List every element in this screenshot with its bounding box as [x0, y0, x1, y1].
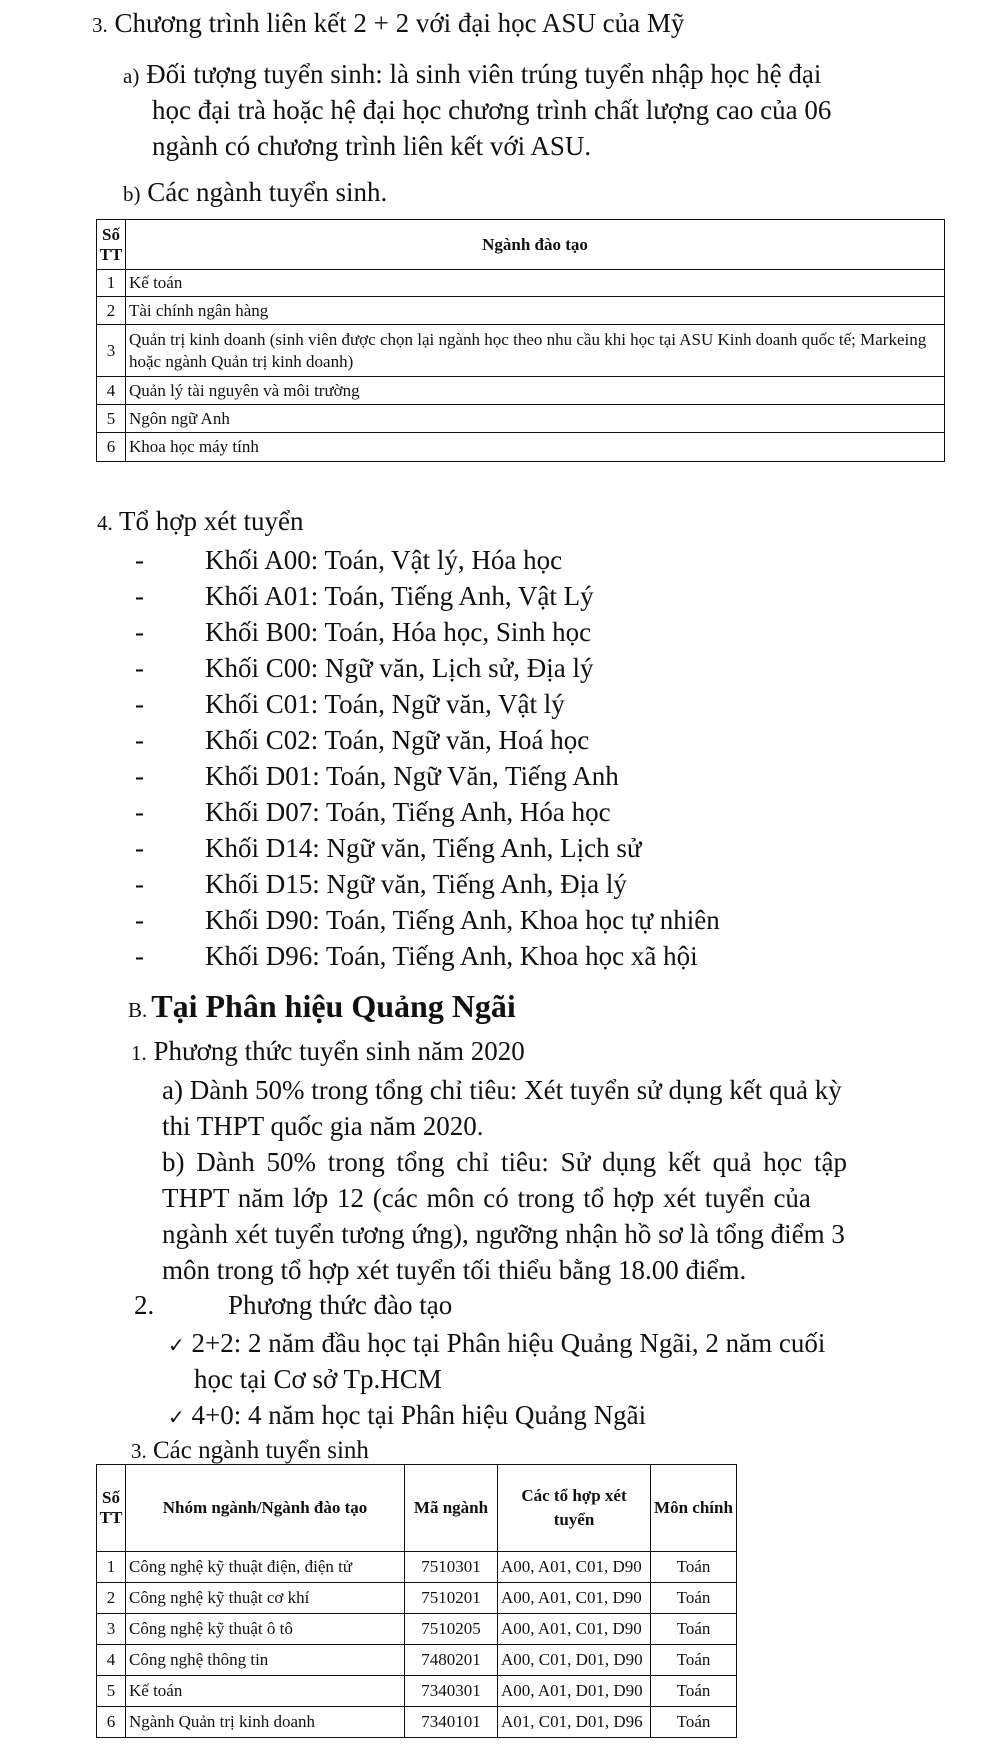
part1-b-line4: môn trong tổ hợp xét tuyển tối thiểu bằng 18.00 điểm.: [162, 1255, 747, 1285]
row-code: 7510301: [405, 1552, 498, 1583]
row-major: Tài chính ngân hàng: [126, 297, 945, 325]
header-main-subject: Môn chính: [651, 1465, 737, 1552]
section-3a-line1: [123, 56, 821, 94]
dash-bullet: -: [135, 689, 144, 719]
section-3-title: Chương trình liên kết 2 + 2 với đại học ASU của Mỹ: [114, 8, 685, 38]
row-major: Ngành Quản trị kinh doanh: [126, 1707, 405, 1738]
row-major: Quản trị kinh doanh (sinh viên được chọn lại ngành học theo nhu cầu khi học tại ASU Kinh doanh quốc tế; Markeing hoặc ngành Quản trị kinh doanh): [126, 325, 945, 377]
part2-item2: [168, 1397, 646, 1436]
part2-item1-text: 2+2: 2 năm đầu học tại Phân hiệu Quảng Ngãi, 2 năm cuối: [191, 1328, 826, 1358]
row-major: Công nghệ kỹ thuật điện, điện tử: [126, 1552, 405, 1583]
combination-text: Khối C01: Toán, Ngữ văn, Vật lý: [205, 689, 565, 719]
part3-heading: [131, 1437, 369, 1465]
header-stt: Số TT: [97, 220, 126, 270]
combination-text: Khối B00: Toán, Hóa học, Sinh học: [205, 617, 592, 647]
row-major: Quản lý tài nguyên và môi trường: [126, 377, 945, 405]
row-combos: A01, C01, D01, D96: [498, 1707, 651, 1738]
dash-bullet: -: [135, 545, 144, 575]
dash-bullet: -: [135, 581, 144, 611]
section-b-label: B.: [128, 998, 148, 1022]
table-row: [97, 1676, 737, 1707]
section-3-heading: [92, 8, 684, 39]
table-row: [97, 1583, 737, 1614]
row-main-subject: Toán: [651, 1614, 737, 1645]
row-main-subject: Toán: [651, 1707, 737, 1738]
table-row: [97, 270, 945, 297]
table-header-row: [97, 220, 945, 270]
section-3-number: 3.: [92, 13, 108, 37]
table-row: [97, 1614, 737, 1645]
header-stt: Số TT: [97, 1465, 126, 1552]
row-major: Kế toán: [126, 1676, 405, 1707]
row-major: Khoa học máy tính: [126, 433, 945, 462]
part3-title: Các ngành tuyển sinh: [153, 1437, 369, 1464]
header-major: Ngành đào tạo: [126, 220, 945, 270]
part1-a-line2: thi THPT quốc gia năm 2020.: [162, 1111, 484, 1141]
part1-b-line1: b) Dành 50% trong tổng chỉ tiêu: Sử dụng kết quả học tập: [162, 1147, 848, 1177]
table-row: [97, 377, 945, 405]
row-code: 7340301: [405, 1676, 498, 1707]
part2-item1-line2: học tại Cơ sở Tp.HCM: [194, 1364, 442, 1394]
section-3b-line: [123, 174, 387, 212]
combination-text: Khối A00: Toán, Vật lý, Hóa học: [205, 545, 563, 575]
part1-title: Phương thức tuyển sinh năm 2020: [153, 1036, 525, 1066]
dash-bullet: -: [135, 725, 144, 755]
part1-b-line3: ngành xét tuyển tương ứng), ngưỡng nhận hồ sơ là tổng điểm 3: [162, 1219, 845, 1249]
combination-text: Khối D15: Ngữ văn, Tiếng Anh, Địa lý: [205, 869, 627, 899]
row-major: Công nghệ thông tin: [126, 1645, 405, 1676]
table-row: [97, 297, 945, 325]
section-b-heading: [128, 988, 516, 1025]
part2-title: Phương thức đào tạo: [228, 1290, 453, 1320]
qn-majors-table: [96, 1464, 737, 1738]
row-main-subject: Toán: [651, 1645, 737, 1676]
combination-text: Khối D07: Toán, Tiếng Anh, Hóa học: [205, 797, 611, 827]
row-code: 7510205: [405, 1614, 498, 1645]
row-number: 6: [97, 433, 126, 462]
section-3b-label: b): [123, 182, 141, 206]
dash-bullet: -: [135, 797, 144, 827]
header-major: Nhóm ngành/Ngành đào tạo: [126, 1465, 405, 1552]
row-main-subject: Toán: [651, 1583, 737, 1614]
section-4-title: Tổ hợp xét tuyển: [119, 506, 304, 536]
table-row: [97, 325, 945, 377]
checkmark-icon: ✓: [168, 1335, 185, 1357]
table-row: [97, 433, 945, 462]
row-number: 6: [97, 1707, 126, 1738]
part3-number: 3.: [131, 1439, 147, 1463]
header-code: Mã ngành: [405, 1465, 498, 1552]
part1-number: 1.: [131, 1041, 147, 1065]
row-major: Kế toán: [126, 270, 945, 297]
section-3a-text-2: học đại trà hoặc hệ đại học chương trình chất lượng cao của 06: [152, 95, 832, 125]
table-row: [97, 1645, 737, 1676]
dash-bullet: -: [135, 905, 144, 935]
row-major: Ngôn ngữ Anh: [126, 405, 945, 433]
row-number: 3: [97, 325, 126, 377]
table-row: [97, 1552, 737, 1583]
part2-number: 2.: [134, 1290, 155, 1320]
row-major: Công nghệ kỹ thuật cơ khí: [126, 1583, 405, 1614]
combination-text: Khối D14: Ngữ văn, Tiếng Anh, Lịch sử: [205, 833, 642, 863]
table-row: [97, 405, 945, 433]
part1-b-line2: THPT năm lớp 12 (các môn có trong tổ hợp xét tuyển của: [162, 1183, 811, 1213]
combination-text: Khối D01: Toán, Ngữ Văn, Tiếng Anh: [205, 761, 619, 791]
row-combos: A00, A01, C01, D90: [498, 1583, 651, 1614]
row-main-subject: Toán: [651, 1552, 737, 1583]
row-number: 5: [97, 1676, 126, 1707]
dash-bullet: -: [135, 833, 144, 863]
part2-item2-text: 4+0: 4 năm học tại Phân hiệu Quảng Ngãi: [191, 1400, 647, 1430]
row-number: 2: [97, 1583, 126, 1614]
section-4-number: 4.: [97, 511, 113, 535]
row-main-subject: Toán: [651, 1676, 737, 1707]
part1-a-line1: a) Dành 50% trong tổng chỉ tiêu: Xét tuyển sử dụng kết quả kỳ: [162, 1075, 842, 1105]
combination-text: Khối A01: Toán, Tiếng Anh, Vật Lý: [205, 581, 594, 611]
combination-text: Khối C00: Ngữ văn, Lịch sử, Địa lý: [205, 653, 594, 683]
combination-text: Khối D90: Toán, Tiếng Anh, Khoa học tự nhiên: [205, 905, 720, 935]
row-code: 7480201: [405, 1645, 498, 1676]
row-number: 4: [97, 377, 126, 405]
dash-bullet: -: [135, 869, 144, 899]
row-major: Công nghệ kỹ thuật ô tô: [126, 1614, 405, 1645]
part2-item1-line1: [168, 1325, 825, 1364]
part1-heading: [131, 1036, 525, 1067]
section-3b-text: Các ngành tuyển sinh.: [147, 177, 388, 207]
row-number: 4: [97, 1645, 126, 1676]
asu-majors-table: [96, 219, 945, 462]
dash-bullet: -: [135, 617, 144, 647]
row-combos: A00, C01, D01, D90: [498, 1645, 651, 1676]
dash-bullet: -: [135, 761, 144, 791]
row-number: 2: [97, 297, 126, 325]
dash-bullet: -: [135, 941, 144, 971]
combination-text: Khối C02: Toán, Ngữ văn, Hoá học: [205, 725, 590, 755]
table-header-row: [97, 1465, 737, 1552]
row-combos: A00, A01, C01, D90: [498, 1552, 651, 1583]
section-3a-label: a): [123, 64, 140, 88]
row-number: 3: [97, 1614, 126, 1645]
section-3a-text-3: ngành có chương trình liên kết với ASU.: [152, 131, 592, 161]
row-code: 7510201: [405, 1583, 498, 1614]
row-combos: A00, A01, D01, D90: [498, 1676, 651, 1707]
row-number: 1: [97, 270, 126, 297]
header-combos: Các tổ hợp xét tuyển: [498, 1465, 651, 1552]
row-combos: A00, A01, C01, D90: [498, 1614, 651, 1645]
row-number: 5: [97, 405, 126, 433]
checkmark-icon: ✓: [168, 1407, 185, 1429]
section-3a-text-1: Đối tượng tuyển sinh: là sinh viên trúng tuyển nhập học hệ đại: [146, 59, 822, 89]
row-number: 1: [97, 1552, 126, 1583]
section-4-heading: [97, 506, 304, 537]
row-code: 7340101: [405, 1707, 498, 1738]
table-row: [97, 1707, 737, 1738]
combination-text: Khối D96: Toán, Tiếng Anh, Khoa học xã hội: [205, 941, 698, 971]
section-b-title: Tại Phân hiệu Quảng Ngãi: [151, 988, 516, 1024]
dash-bullet: -: [135, 653, 144, 683]
